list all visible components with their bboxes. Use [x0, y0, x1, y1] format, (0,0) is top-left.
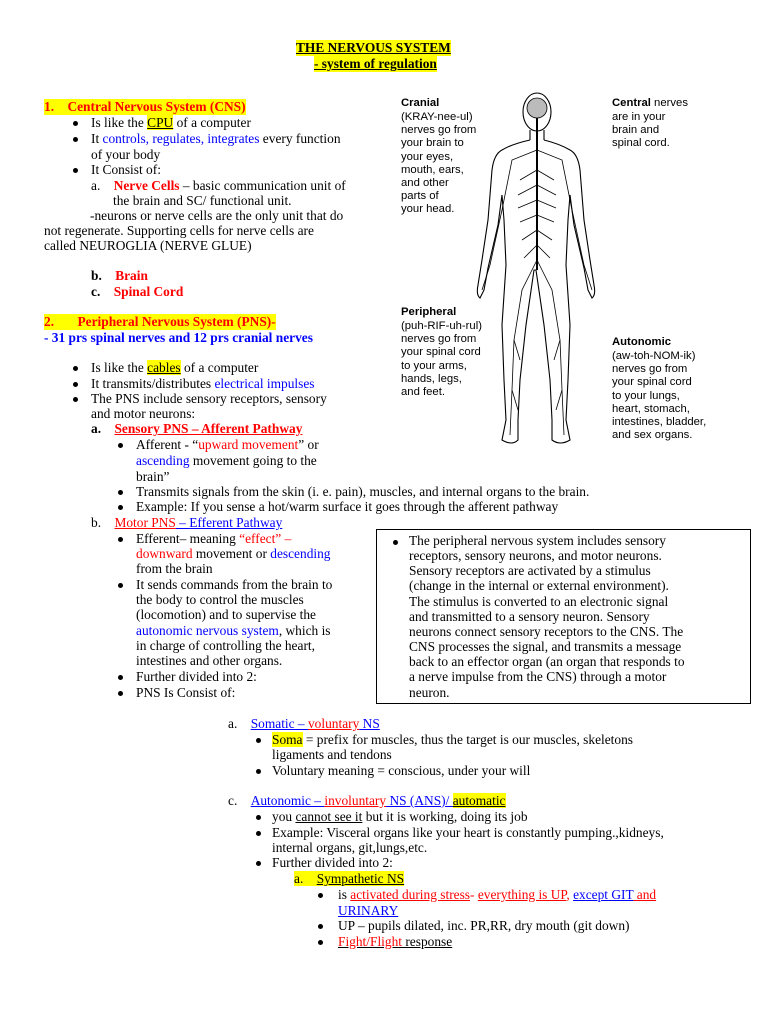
autonomic-heading: c. Autonomic – involuntary NS (ANS)/ automatic: [228, 793, 506, 808]
autonomic-text: (aw-toh-NOM-ik) nerves go from your spinal cord to your lungs, heart, stomach, intestines, bladder, and sex organs.: [612, 350, 707, 442]
autonomic-further-line: Further divided into 2:: [272, 855, 393, 870]
bullet: [118, 691, 123, 696]
cns-spinal-cord: c. Spinal Cord: [91, 284, 184, 299]
pns-include-line: The PNS include sensory receptors, sensory: [91, 391, 327, 406]
bullet: [118, 675, 123, 680]
sympathetic-stress-line: is activated during stress- everything is UP, except GIT and: [338, 887, 657, 902]
autonomic-see-line: you cannot see it but it is working, doing its job: [272, 809, 528, 824]
cns-brain: b. Brain: [91, 268, 148, 283]
cns-nerve-cells-l3: -neurons or nerve cells are the only unit that do: [90, 208, 344, 223]
fight-flight-line: Fight/Flight response: [338, 934, 453, 949]
box-line: back to an effector organ (an organ that responds to: [409, 654, 685, 669]
bullet: [73, 137, 78, 142]
peripheral-label: Peripheral: [401, 306, 457, 318]
cns-heading: 1. Central Nervous System (CNS): [44, 99, 246, 114]
commands-line5: in charge of controlling the heart,: [136, 638, 315, 653]
bullet: [73, 121, 78, 126]
cranial-text: (KRAY-nee-ul) nerves go from your brain to your eyes, mouth, ears, and other parts of your head.: [401, 111, 477, 216]
transmits-signals-line: Transmits signals from the skin (i. e. pain), muscles, and internal organs to the brain.: [136, 484, 590, 499]
pns-heading: 2. Peripheral Nervous System (PNS)-: [44, 314, 276, 329]
nervous-system-figure: [472, 90, 604, 460]
afferent-line: Afferent - “upward movement” or: [136, 437, 319, 452]
efferent-line: Efferent– meaning “effect” –: [136, 531, 292, 546]
bullet: [118, 490, 123, 495]
page-subtitle: - system of regulation: [314, 56, 437, 71]
afferent-line3: brain”: [136, 469, 170, 484]
sympathetic-urinary: URINARY: [338, 903, 399, 918]
bullet: [118, 443, 123, 448]
soma-line2: ligaments and tendons: [272, 747, 392, 762]
motor-heading: b. Motor PNS – Efferent Pathway: [91, 515, 283, 530]
box-line: neuron.: [409, 685, 450, 700]
commands-line3: (locomotion) and to supervise the: [136, 607, 316, 622]
page-title: THE NERVOUS SYSTEM: [296, 40, 451, 55]
afferent-line2: ascending movement going to the: [136, 453, 317, 468]
bullet: [256, 769, 261, 774]
cns-nerve-cells-l2: the brain and SC/ functional unit.: [113, 193, 292, 208]
box-line: The peripheral nervous system includes sensory: [409, 533, 666, 548]
bullet: [318, 924, 323, 929]
box-line: and transmitted to a sensory neuron. Sensory: [409, 609, 650, 624]
central-label: Central nerves: [612, 97, 688, 109]
bullet: [118, 505, 123, 510]
bullet: [256, 861, 261, 866]
box-line: Sensory receptors are activated by a stimulus: [409, 563, 651, 578]
example-line: Example: If you sense a hot/warm surface it goes through the afferent pathway: [136, 499, 559, 514]
bullet: [256, 738, 261, 743]
commands-line4: autonomic nervous system, which is: [136, 623, 331, 638]
commands-line2: the body to control the muscles: [136, 592, 304, 607]
efferent-line2: downward movement or descending: [136, 546, 331, 561]
bullet: [73, 397, 78, 402]
cns-nerve-cells-l4: not regenerate. Supporting cells for nerve cells are: [44, 223, 314, 238]
sympathetic-up-line: UP – pupils dilated, inc. PR,RR, dry mouth (git down): [338, 918, 630, 933]
cns-controls-line: It controls, regulates, integrates every function: [91, 131, 341, 146]
bullet: [73, 366, 78, 371]
somatic-heading: a. Somatic – voluntary NS: [228, 716, 380, 731]
bullet: [73, 168, 78, 173]
cns-controls-line2: of your body: [91, 147, 161, 162]
bullet: [318, 893, 323, 898]
autonomic-example-line2: internal organs, git,lungs,etc.: [272, 840, 428, 855]
further-divided-line: Further divided into 2:: [136, 669, 257, 684]
central-text: are in your brain and spinal cord.: [612, 111, 670, 150]
box-line: neurons connect sensory receptors to the CNS. The: [409, 624, 684, 639]
commands-line1: It sends commands from the brain to: [136, 577, 333, 592]
bullet: [318, 940, 323, 945]
pns-consist-line: PNS Is Consist of:: [136, 685, 236, 700]
cns-cpu-line: Is like the CPU of a computer: [91, 115, 251, 130]
bullet: [118, 583, 123, 588]
cranial-label: Cranial: [401, 97, 440, 109]
pns-cables-line: Is like the cables of a computer: [91, 360, 259, 375]
pns-subline: - 31 prs spinal nerves and 12 prs cranial nerves: [44, 330, 313, 345]
bullet: [393, 540, 398, 545]
bullet: [118, 537, 123, 542]
box-line: receptors, sensory neurons, and motor neurons.: [409, 548, 662, 563]
autonomic-example-line: Example: Visceral organs like your heart is constantly pumping.,kidneys,: [272, 825, 664, 840]
pns-transmits-line: It transmits/distributes electrical impulses: [91, 376, 315, 391]
box-line: (change in the internal or external environment).: [409, 578, 669, 593]
box-line: a nerve impulse from the CNS) through a motor: [409, 669, 667, 684]
cns-nerve-cells-l5: called NEUROGLIA (NERVE GLUE): [44, 238, 252, 253]
sympathetic-heading: a. Sympathetic NS: [294, 871, 405, 886]
box-line: CNS processes the signal, and transmits a message: [409, 639, 682, 654]
bullet: [256, 815, 261, 820]
peripheral-text: (puh-RIF-uh-rul) nerves go from your spinal cord to your arms, hands, legs, and feet.: [401, 320, 482, 399]
commands-line6: intestines and other organs.: [136, 653, 283, 668]
voluntary-line: Voluntary meaning = conscious, under your will: [272, 763, 531, 778]
box-line: The stimulus is converted to an electronic signal: [409, 594, 669, 609]
cns-consist: It Consist of:: [91, 162, 161, 177]
sensory-heading: a. Sensory PNS – Afferent Pathway: [91, 421, 303, 436]
autonomic-label: Autonomic: [612, 336, 671, 348]
bullet: [256, 831, 261, 836]
efferent-line3: from the brain: [136, 561, 213, 576]
pns-include-line2: and motor neurons:: [91, 406, 196, 421]
soma-line: Soma = prefix for muscles, thus the target is our muscles, skeletons: [272, 732, 633, 747]
bullet: [73, 382, 78, 387]
cns-nerve-cells: a. Nerve Cells – basic communication unit of: [91, 178, 346, 193]
